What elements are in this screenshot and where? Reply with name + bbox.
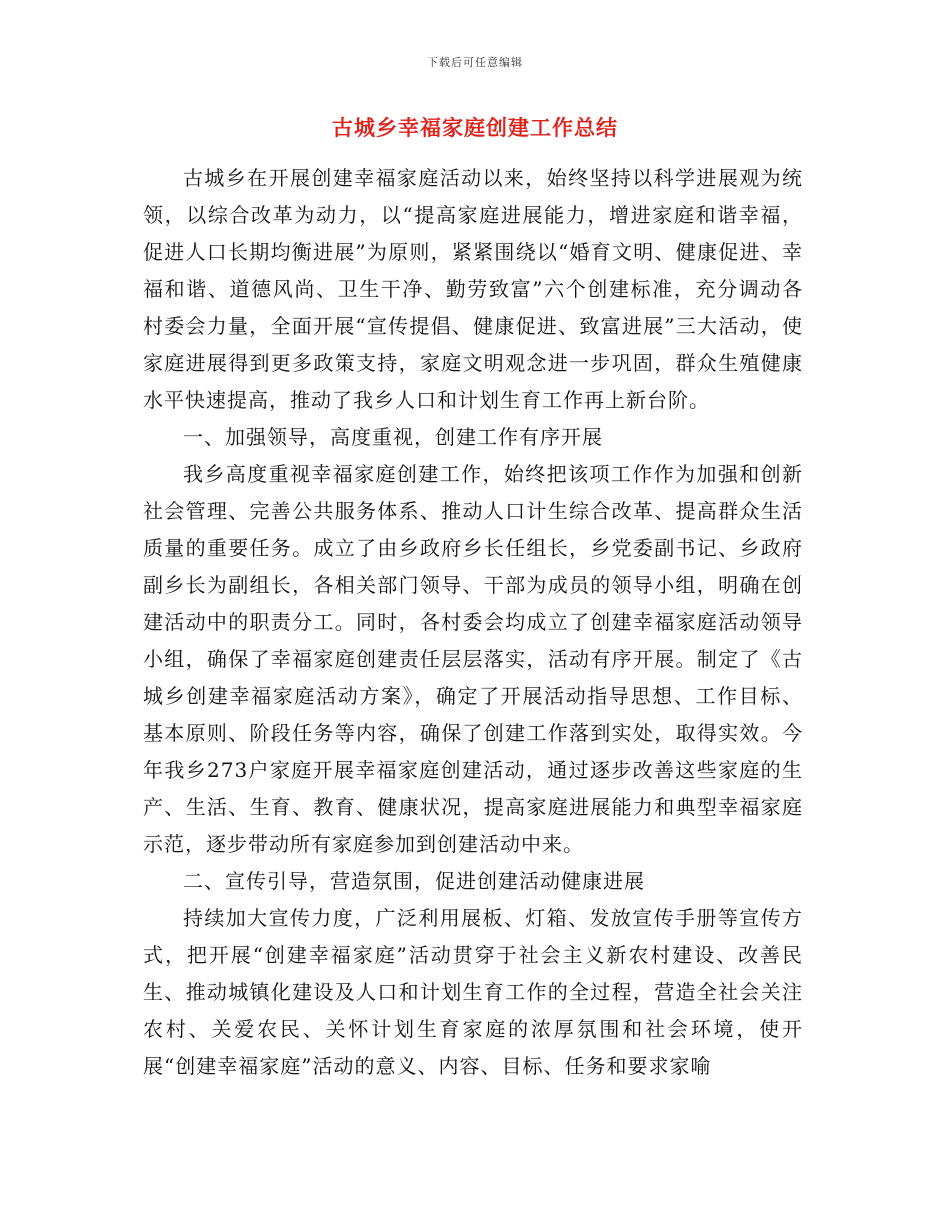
header-note: 下载后可任意编辑 [427,56,523,69]
section-heading-2: 二、宣传引导，营造氛围，促进创建活动健康进展 [183,869,645,893]
section-heading-1: 一、加强领导，高度重视，创建工作有序开展 [183,425,603,449]
section-paragraph-2: 持续加大宣传力度，广泛利用展板、灯箱、发放宣传手册等宣传方式，把开展“创建幸福家庭”活动贯穿于社会主义新农村建设、改善民生、推动城镇化建设及人口和计划生育工作的全过程，营造全社会关注农村、关爱农民、关怀计划生育家庭的浓厚氛围和社会环境，使开展“创建幸福家庭”活动的意义、内容、目标、任务和要求家喻 [143,906,803,1078]
document-title: 古城乡幸福家庭创建工作总结 [332,115,618,140]
document-body [143,160,803,1085]
intro-paragraph: 古城乡在开展创建幸福家庭活动以来，始终坚持以科学进展观为统领，以综合改革为动力，以“提高家庭进展能力，增进家庭和谐幸福，促进人口长期均衡进展”为原则，紧紧围绕以“婚育文明、健康促进、幸福和谐、道德风尚、卫生干净、勤劳致富”六个创建标准，充分调动各村委会力量，全面开展“宣传提倡、健康促进、致富进展”三大活动，使家庭进展得到更多政策支持，家庭文明观念进一步巩固，群众生殖健康水平快速提高，推动了我乡人口和计划生育工作再上新台阶。 [143,166,803,412]
section-paragraph-1: 我乡高度重视幸福家庭创建工作，始终把该项工作作为加强和创新社会管理、完善公共服务体系、推动人口计生综合改革、提高群众生活质量的重要任务。成立了由乡政府乡长任组长，乡党委副书记、乡政府副乡长为副组长，各相关部门领导、干部为成员的领导小组，明确在创建活动中的职责分工。同时，各村委会均成立了创建幸福家庭活动领导小组，确保了幸福家庭创建责任层层落实，活动有序开展。制定了《古城乡创建幸福家庭活动方案》，确定了开展活动指导思想、工作目标、基本原则、阶段任务等内容，确保了创建工作落到实处，取得实效。今年我乡273户家庭开展幸福家庭创建活动，通过逐步改善这些家庭的生产、生活、生育、教育、健康状况，提高家庭进展能力和典型幸福家庭示范，逐步带动所有家庭参加到创建活动中来。 [143,462,803,856]
